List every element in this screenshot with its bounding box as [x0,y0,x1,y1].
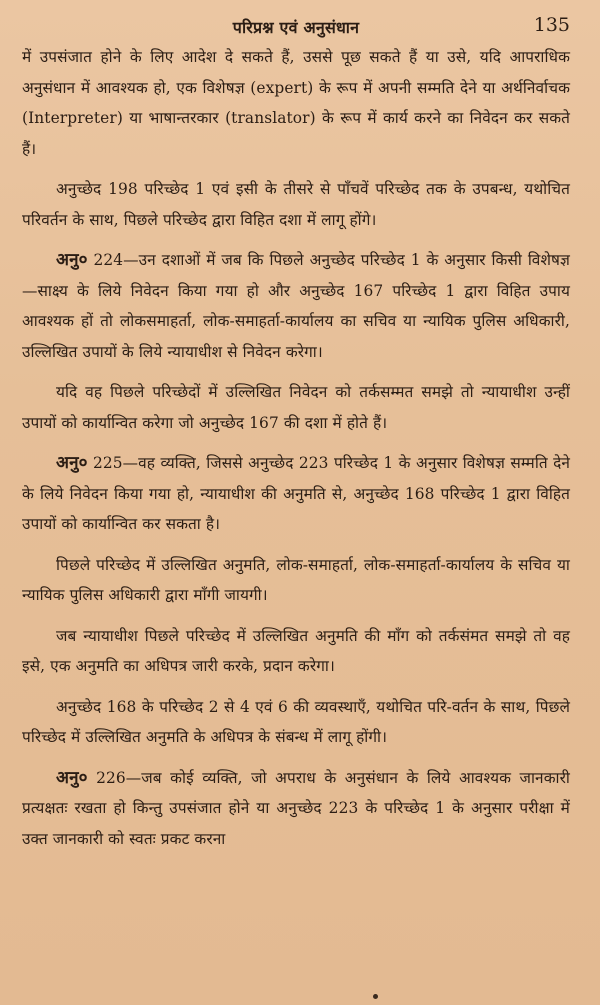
article-paragraph [22,448,570,540]
paragraph [22,174,570,235]
article-paragraph [22,245,570,367]
paragraph [22,550,570,611]
paragraph-text: अनुच्छेद 168 के परिच्छेद 2 से 4 एवं 6 की व्यवस्थाएँ, यथोचित परि-वर्तन के साथ, पिछले परिच्छेद में उल्लिखित अनुमति के अधिपत्र के संबन्ध में लागू होंगी। [22,697,570,746]
paragraph-text: पिछले परिच्छेद में उल्लिखित अनुमति, लोक-समाहर्ता, लोक-समाहर्ता-कार्यालय के सचिव या न्यायिक पुलिस अधिकारी द्वारा माँगी जायगी। [22,555,570,604]
print-mark-dot [373,994,378,999]
paragraph [22,621,570,682]
paragraph-text: जब न्यायाधीश पिछले परिच्छेद में उल्लिखित अनुमति की माँग को तर्कसंमत समझे तो वह इसे, एक अनुमति का अधिपत्र जारी करके, प्रदान करेगा। [22,626,570,675]
running-title: परिप्रश्न एवं अनुसंधान [232,18,360,37]
paragraph-text: 226—जब कोई व्यक्ति, जो अपराध के अनुसंधान के लिये आवश्यक जानकारी प्रत्यक्षतः रखता हो किन्तु उपसंजात होने या अनुच्छेद 223 के परिच्छेद 1 के अनुसार परीक्षा में उक्त जानकारी को स्वतः प्रकट करना [22,768,570,848]
paragraph-text: अनुच्छेद 198 परिच्छेद 1 एवं इसी के तीसरे से पाँचवें परिच्छेद तक के उपबन्ध, यथोचित परिवर्तन के साथ, पिछले परिच्छेद द्वारा विहित दशा में लागू होंगे। [22,180,570,229]
paragraph [22,377,570,438]
paragraph-text: 225—वह व्यक्ति, जिससे अनुच्छेद 223 परिच्छेद 1 के अनुसार विशेषज्ञ सम्मति देने के लिये निवेदन किया गया हो, न्यायाधीश की अनुमति से, अनुच्छेद 168 परिच्छेद 1 द्वारा विहित उपायों को कार्यान्वित कर सकता है। [22,454,570,533]
article-lead: अनु० [56,250,88,270]
paragraph-text: 224—उन दशाओं में जब कि पिछले अनुच्छेद परिच्छेद 1 के अनुसार किसी विशेषज्ञ—साक्ष्य के लिये निवेदन किया गया हो और अनुच्छेद 167 परिच्छेद 1 द्वारा विहित उपाय आवश्यक हों तो लोकसमाहर्ता, लोक-समाहर्ता-कार्यालय का सचिव या न्यायिक पुलिस अधिकारी, उल्लिखित उपायों के लिये न्यायाधीश से निवेदन करेगा। [22,251,570,361]
running-header [22,10,570,40]
body-text [22,42,570,854]
article-lead: अनु० [56,767,88,788]
article-lead: अनु० [56,453,88,473]
page-number: 135 [533,14,570,36]
paragraph-text: में उपसंजात होने के लिए आदेश दे सकते हैं, उससे पूछ सकते हैं या उसे, यदि आपराधिक अनुसंधान में आवश्यक हो, एक विशेषज्ञ (expert) के रूप में अपनी सम्मति देने या अर्थनिर्वाचक (Interpreter) या भाषान्तरकार (translator) के रूप में कार्य करने का निवेदन कर सकते हैं। [22,48,570,158]
article-paragraph [22,763,570,855]
paragraph [22,42,570,164]
paragraph [22,692,570,753]
paragraph-text: यदि वह पिछले परिच्छेदों में उल्लिखित निवेदन को तर्कसम्मत समझे तो न्यायाधीश उन्हीं उपायों को कार्यान्वित करेगा जो अनुच्छेद 167 की दशा में होते हैं। [22,383,570,432]
